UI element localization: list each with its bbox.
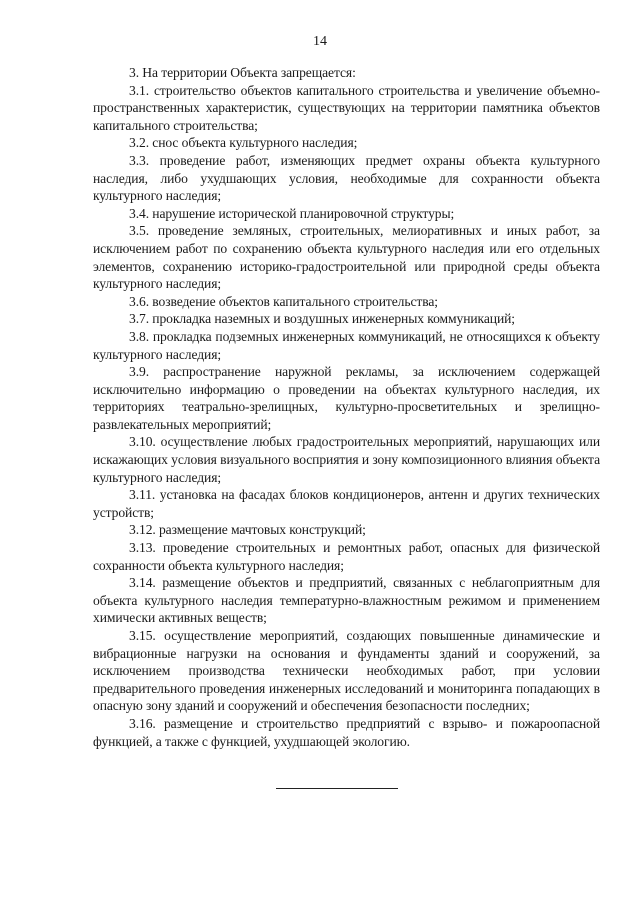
prohibition-item-3-13: 3.13. проведение строительных и ремонтных работ, опасных для физической сохранности объекта культурного наследия; [93, 540, 600, 573]
prohibition-item-3-10: 3.10. осуществление любых градостроительных мероприятий, нарушающих или искажающих условия визуального восприятия и зону композиционного влияния объекта культурного наследия; [93, 434, 600, 485]
prohibition-item-3-4: 3.4. нарушение исторической планировочной структуры; [129, 205, 455, 221]
section-heading: 3. На территории Объекта запрещается: [129, 65, 356, 80]
prohibition-item-3-12: 3.12. размещение мачтовых конструкций; [129, 522, 366, 538]
prohibition-item-3-8: 3.8. прокладка подземных инженерных коммуникаций, не относящихся к объекту культурного наследия; [93, 328, 600, 362]
document-body [93, 64, 600, 750]
prohibition-item-3-11: 3.11. установка на фасадах блоков кондиционеров, антенн и других технических устройств; [93, 487, 600, 520]
prohibition-item-3-7: 3.7. прокладка наземных и воздушных инженерных коммуникаций; [129, 311, 515, 327]
prohibition-item-3-9: 3.9. распространение наружной рекламы, за исключением содержащей исключительно информацию о проведении на объектах культурного наследия, их территориях театрально-зрелищных, культурно-просветительных и зрелищно-развлекательных мероприятий; [93, 364, 600, 432]
end-separator-line [276, 788, 398, 789]
prohibition-item-3-5: 3.5. проведение земляных, строительных, мелиоративных и иных работ, за исключением работ по сохранению объекта культурного наследия или его отдельных элементов, сохранению историко-градостроительной или природной среды объекта культурного наследия; [93, 223, 600, 292]
prohibition-item-3-16: 3.16. размещение и строительство предприятий с взрыво- и пожароопасной функцией, а также с функцией, ухудшающей экологию. [93, 715, 600, 749]
page-number: 14 [313, 34, 327, 49]
prohibition-item-3-15: 3.15. осуществление мероприятий, создающих повышенные динамические и вибрационные нагрузки на основания и фундаменты зданий и сооружений, за исключением производства технически необходимых работ, при условии предварительного проведения инженерных исследований и мониторинга попадающих в опасную зону зданий и сооружений и обеспечения безопасности последних; [93, 628, 600, 714]
prohibition-item-3-14: 3.14. размещение объектов и предприятий, связанных с неблагоприятным для объекта культурного наследия температурно-влажностным режимом и применением химически активных веществ; [93, 575, 600, 626]
prohibition-item-3-2: 3.2. снос объекта культурного наследия; [129, 135, 358, 151]
prohibition-item-3-6: 3.6. возведение объектов капитального строительства; [129, 293, 438, 309]
prohibition-item-3-1: 3.1. строительство объектов капитального строительства и увеличение объемно-пространственных характеристик, существующих на территории памятника объектов капитального строительства; [93, 82, 600, 133]
prohibition-item-3-3: 3.3. проведение работ, изменяющих предмет охраны объекта культурного наследия, либо ухудшающих условия, необходимые для сохранности объекта культурного наследия; [93, 152, 600, 204]
